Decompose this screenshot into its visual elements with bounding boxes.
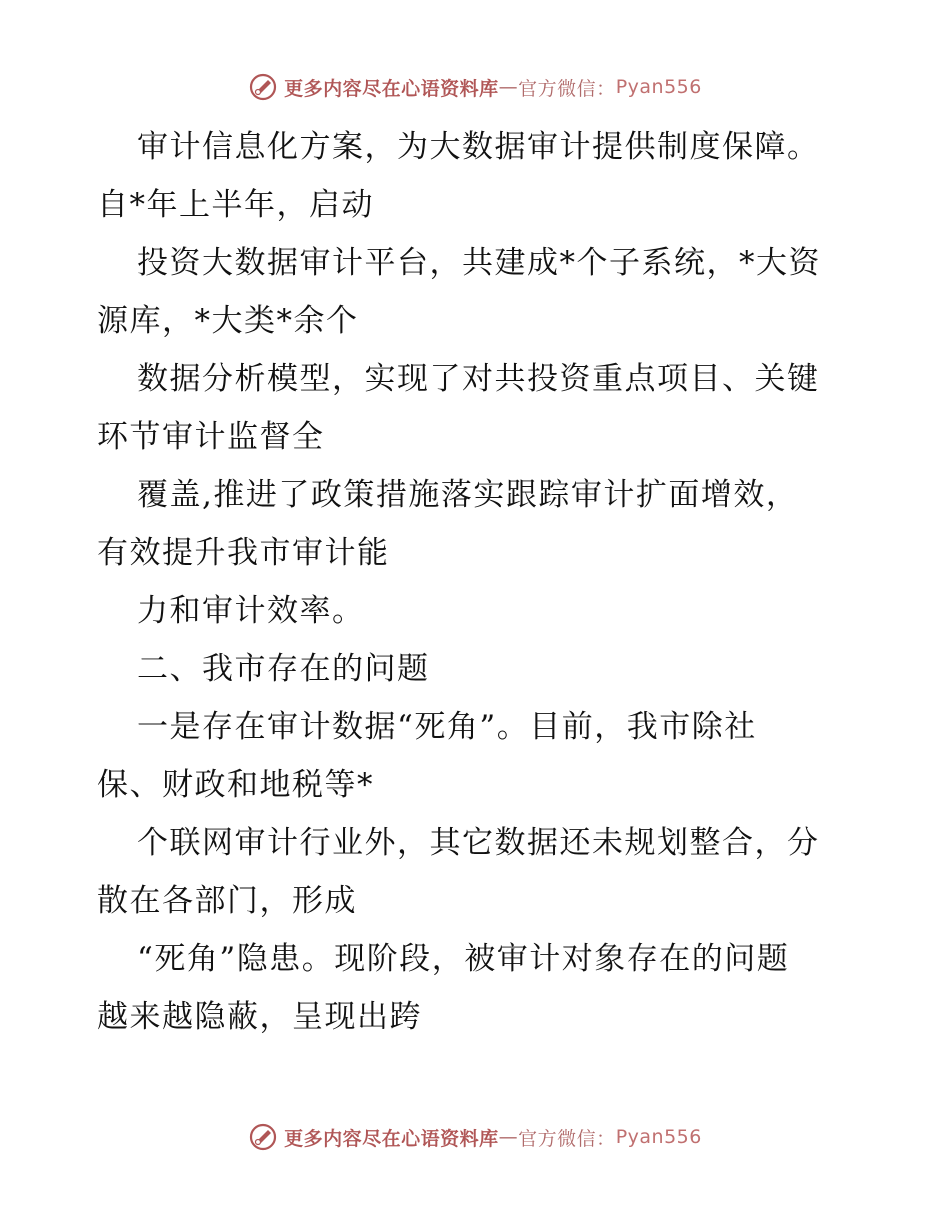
paragraph-line: 散在各部门，形成: [97, 883, 357, 919]
banner-dash: —: [498, 1126, 519, 1148]
footer-banner: [0, 1122, 950, 1152]
paragraph-line: 有效提升我市审计能: [97, 535, 390, 571]
paragraph-line: 源库，*大类*余个: [97, 303, 359, 339]
section-heading: [97, 640, 867, 698]
document-body: [97, 118, 867, 1046]
paragraph: [97, 466, 867, 582]
paragraph-line: “死角”隐患。现阶段，被审计对象存在的问题: [137, 941, 790, 977]
seal-logo-icon: [248, 1122, 278, 1152]
banner-contact-text: 官方微信：: [518, 1127, 616, 1150]
paragraph: [97, 350, 867, 466]
paragraph-line: 审计信息化方案，为大数据审计提供制度保障。: [137, 129, 820, 165]
paragraph-line: 力和审计效率。: [137, 593, 365, 629]
paragraph-line: 数据分析模型，实现了对共投资重点项目、关键: [137, 361, 820, 397]
paragraph: [97, 930, 867, 1046]
paragraph: [97, 698, 867, 814]
banner-wechat-id: Pyan556: [615, 1126, 702, 1148]
paragraph-line: 投资大数据审计平台，共建成*个子系统，*大资: [137, 245, 821, 281]
paragraph: [97, 234, 867, 350]
paragraph-line: 越来越隐蔽，呈现出跨: [97, 999, 422, 1035]
paragraph-line: 环节审计监督全: [97, 419, 325, 455]
paragraph: [97, 118, 867, 234]
banner-main-text: 更多内容尽在心语资料库: [284, 1127, 499, 1150]
seal-logo-icon: [248, 72, 278, 102]
paragraph-line: 一是存在审计数据“死角”。目前，我市除社: [137, 709, 757, 745]
header-banner: [0, 72, 950, 102]
banner-wechat-id: Pyan556: [615, 76, 702, 98]
section-heading-text: 二、我市存在的问题: [137, 651, 430, 687]
paragraph-line: 覆盖,推进了政策措施落实跟踪审计扩面增效，: [137, 477, 799, 513]
banner-dash: —: [498, 76, 519, 98]
banner-main-text: 更多内容尽在心语资料库: [284, 77, 499, 100]
paragraph-line: 个联网审计行业外，其它数据还未规划整合，分: [137, 825, 820, 861]
paragraph: [97, 814, 867, 930]
banner-contact-text: 官方微信：: [518, 77, 616, 100]
paragraph-line: 自*年上半年，启动: [97, 187, 374, 223]
paragraph: [97, 582, 867, 640]
paragraph-line: 保、财政和地税等*: [97, 767, 374, 803]
